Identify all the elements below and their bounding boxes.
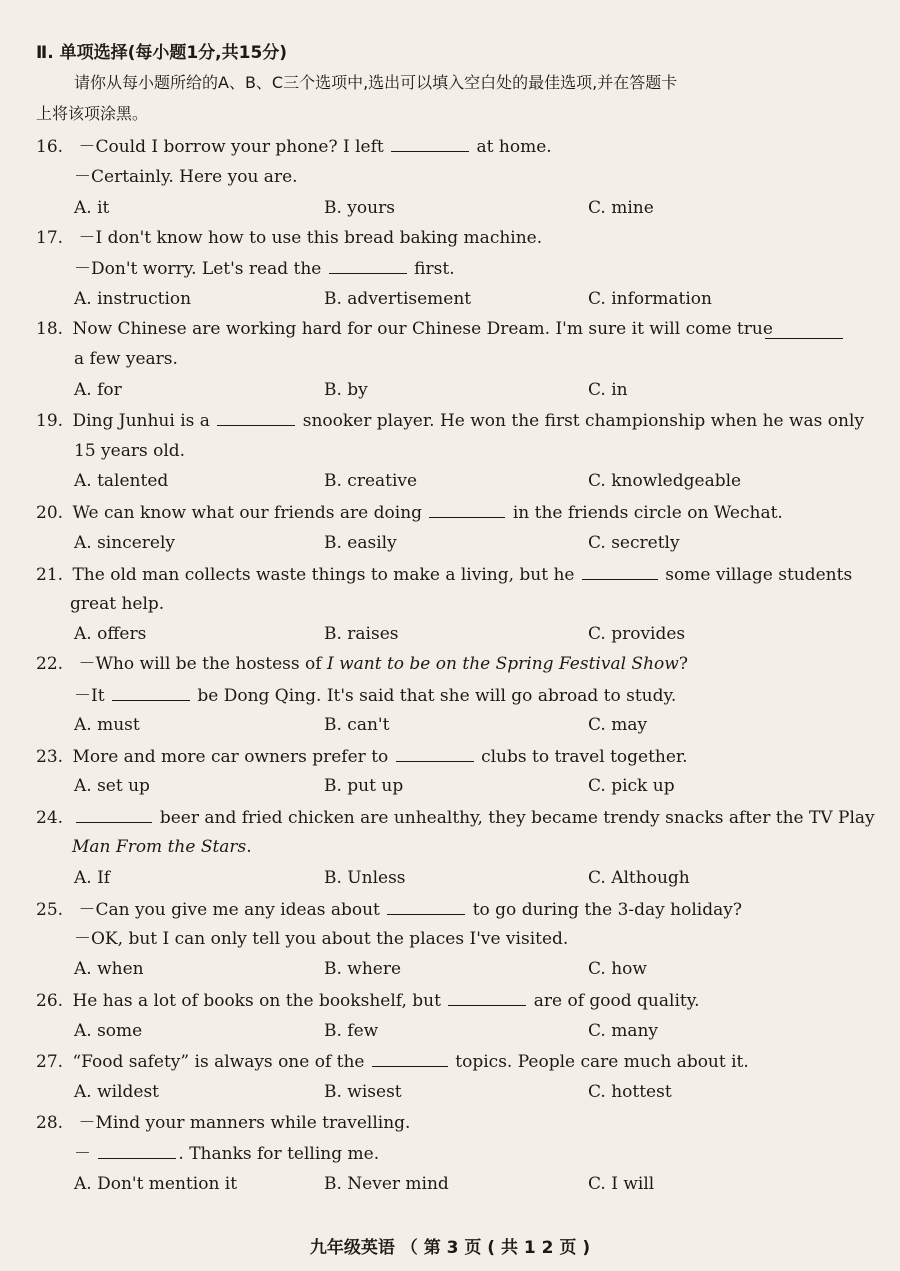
option-c: C. in: [588, 380, 628, 400]
question-text: at home.: [476, 137, 552, 157]
question-16-line-2: －Certainly. Here you are.: [74, 167, 298, 187]
option-b: B. creative: [324, 471, 418, 491]
question-text: The old man collects waste things to make a living, but he: [72, 565, 575, 585]
option-c: C. provides: [588, 624, 686, 644]
question-number: 24.: [36, 808, 64, 828]
question-17: [36, 227, 542, 249]
question-number: 27.: [36, 1052, 64, 1072]
answer-blank: [396, 745, 474, 762]
answer-blank: [448, 989, 526, 1006]
answer-blank: [329, 257, 407, 274]
question-text: Now Chinese are working hard for our Chinese Dream. I'm sure it will come true: [72, 319, 773, 339]
question-28-line-2: [74, 1142, 379, 1165]
question-text: Ding Junhui is a: [72, 411, 210, 431]
question-text: be Dong Qing. It's said that she will go abroad to study.: [197, 686, 677, 706]
show-title: I want to be on the Spring Festival Show: [326, 654, 679, 674]
question-text: －Don't worry. Let's read the: [74, 259, 322, 279]
question-text: beer and fried chicken are unhealthy, they became trendy snacks after the TV Play: [159, 808, 875, 828]
option-b: B. put up: [324, 776, 404, 796]
option-b: B. easily: [324, 533, 397, 553]
question-number: 19.: [36, 411, 64, 431]
question-text: He has a lot of books on the bookshelf, but: [72, 991, 441, 1011]
question-18-line-2: a few years.: [74, 349, 178, 369]
option-b: B. Never mind: [324, 1174, 449, 1194]
question-26: [36, 989, 699, 1012]
question-17-line-2: [74, 257, 455, 280]
option-b: B. where: [324, 959, 402, 979]
answer-blank: [372, 1050, 448, 1067]
question-number: 28.: [36, 1113, 64, 1133]
option-a: A. Don't mention it: [74, 1174, 238, 1194]
option-a: A. sincerely: [74, 533, 176, 553]
answer-blank: [387, 898, 465, 915]
option-b: B. can't: [324, 715, 390, 735]
option-a: A. for: [74, 380, 122, 400]
answer-blank: [391, 135, 469, 152]
option-b: B. wisest: [324, 1082, 402, 1102]
option-b: B. few: [324, 1021, 379, 1041]
question-27: [36, 1050, 749, 1073]
question-number: 22.: [36, 654, 64, 674]
option-a: A. If: [74, 868, 111, 888]
question-20: [36, 501, 783, 524]
option-a: A. it: [74, 198, 110, 218]
option-c: C. I will: [588, 1174, 655, 1194]
question-21: [36, 563, 852, 586]
question-18: [36, 318, 773, 340]
question-25-line-2: －OK, but I can only tell you about the places I've visited.: [74, 929, 569, 949]
option-c: C. how: [588, 959, 647, 979]
question-text: －Can you give me any ideas about: [78, 900, 380, 920]
question-number: 26.: [36, 991, 64, 1011]
option-a: A. some: [74, 1021, 143, 1041]
question-number: 18.: [36, 319, 64, 339]
question-text: －I don't know how to use this bread baking machine.: [78, 228, 543, 248]
question-23: [36, 745, 688, 768]
answer-blank: [582, 563, 658, 580]
question-28: [36, 1112, 410, 1134]
question-number: 25.: [36, 900, 64, 920]
option-b: B. Unless: [324, 868, 406, 888]
instruction-line-2: 上将该项涂黑。: [36, 104, 149, 123]
question-21-line-2: great help.: [70, 594, 165, 614]
question-text: ?: [678, 654, 688, 674]
question-number: 16.: [36, 137, 64, 157]
question-text: clubs to travel together.: [481, 747, 688, 767]
option-a: A. when: [74, 959, 144, 979]
answer-blank: [76, 806, 152, 823]
question-text: －Could I borrow your phone? I left: [78, 137, 384, 157]
option-c: C. mine: [588, 198, 654, 218]
question-22-line-2: [74, 684, 676, 707]
option-a: A. wildest: [74, 1082, 160, 1102]
option-c: C. information: [588, 289, 712, 309]
option-b: B. yours: [324, 198, 395, 218]
option-a: A. talented: [74, 471, 169, 491]
question-text: some village students: [665, 565, 853, 585]
option-c: C. Although: [588, 868, 690, 888]
option-a: A. offers: [74, 624, 147, 644]
question-text: －Who will be the hostess of: [78, 654, 322, 674]
option-c: C. knowledgeable: [588, 471, 742, 491]
question-19: [36, 409, 864, 432]
question-text: topics. People care much about it.: [455, 1052, 749, 1072]
option-c: C. many: [588, 1021, 659, 1041]
option-b: B. raises: [324, 624, 399, 644]
option-a: A. instruction: [74, 289, 192, 309]
question-24: [36, 806, 875, 829]
section-heading: Ⅱ. 单项选择(每小题1分,共15分): [36, 43, 288, 63]
option-c: C. secretly: [588, 533, 680, 553]
question-text: －: [74, 1144, 91, 1164]
question-number: 21.: [36, 565, 64, 585]
question-text: －It: [74, 686, 105, 706]
question-16: [36, 135, 552, 158]
question-25: [36, 898, 742, 921]
question-text: snooker player. He won the first championship when he was only: [302, 411, 865, 431]
answer-blank: [765, 322, 843, 339]
question-number: 20.: [36, 503, 64, 523]
option-c: C. may: [588, 715, 648, 735]
question-number: 23.: [36, 747, 64, 767]
option-c: C. pick up: [588, 776, 675, 796]
question-text: first.: [414, 259, 455, 279]
question-text: are of good quality.: [533, 991, 700, 1011]
question-text: .: [246, 837, 252, 857]
question-text: in the friends circle on Wechat.: [512, 503, 783, 523]
option-b: B. by: [324, 380, 368, 400]
question-22: [36, 653, 688, 675]
question-24-line-2: [72, 836, 252, 858]
question-text: “Food safety” is always one of the: [72, 1052, 365, 1072]
question-text: . Thanks for telling me.: [178, 1144, 380, 1164]
answer-blank: [98, 1142, 176, 1159]
instruction-line-1: 请你从每小题所给的A、B、C三个选项中,选出可以填入空白处的最佳选项,并在答题卡: [74, 73, 678, 92]
answer-blank: [112, 684, 190, 701]
page-footer: 九年级英语 （ 第 3 页 ( 共 1 2 页 ): [309, 1238, 591, 1258]
answer-blank: [429, 501, 505, 518]
question-number: 17.: [36, 228, 64, 248]
answer-blank: [217, 409, 295, 426]
question-text: to go during the 3-day holiday?: [472, 900, 742, 920]
question-19-line-2: 15 years old.: [74, 441, 186, 461]
option-b: B. advertisement: [324, 289, 472, 309]
question-text: We can know what our friends are doing: [72, 503, 423, 523]
option-a: A. must: [74, 715, 140, 735]
option-a: A. set up: [74, 776, 150, 796]
question-text: More and more car owners prefer to: [72, 747, 389, 767]
tv-play-title: Man From the Stars: [72, 837, 247, 857]
question-text: －Mind your manners while travelling.: [78, 1113, 411, 1133]
option-c: C. hottest: [588, 1082, 672, 1102]
